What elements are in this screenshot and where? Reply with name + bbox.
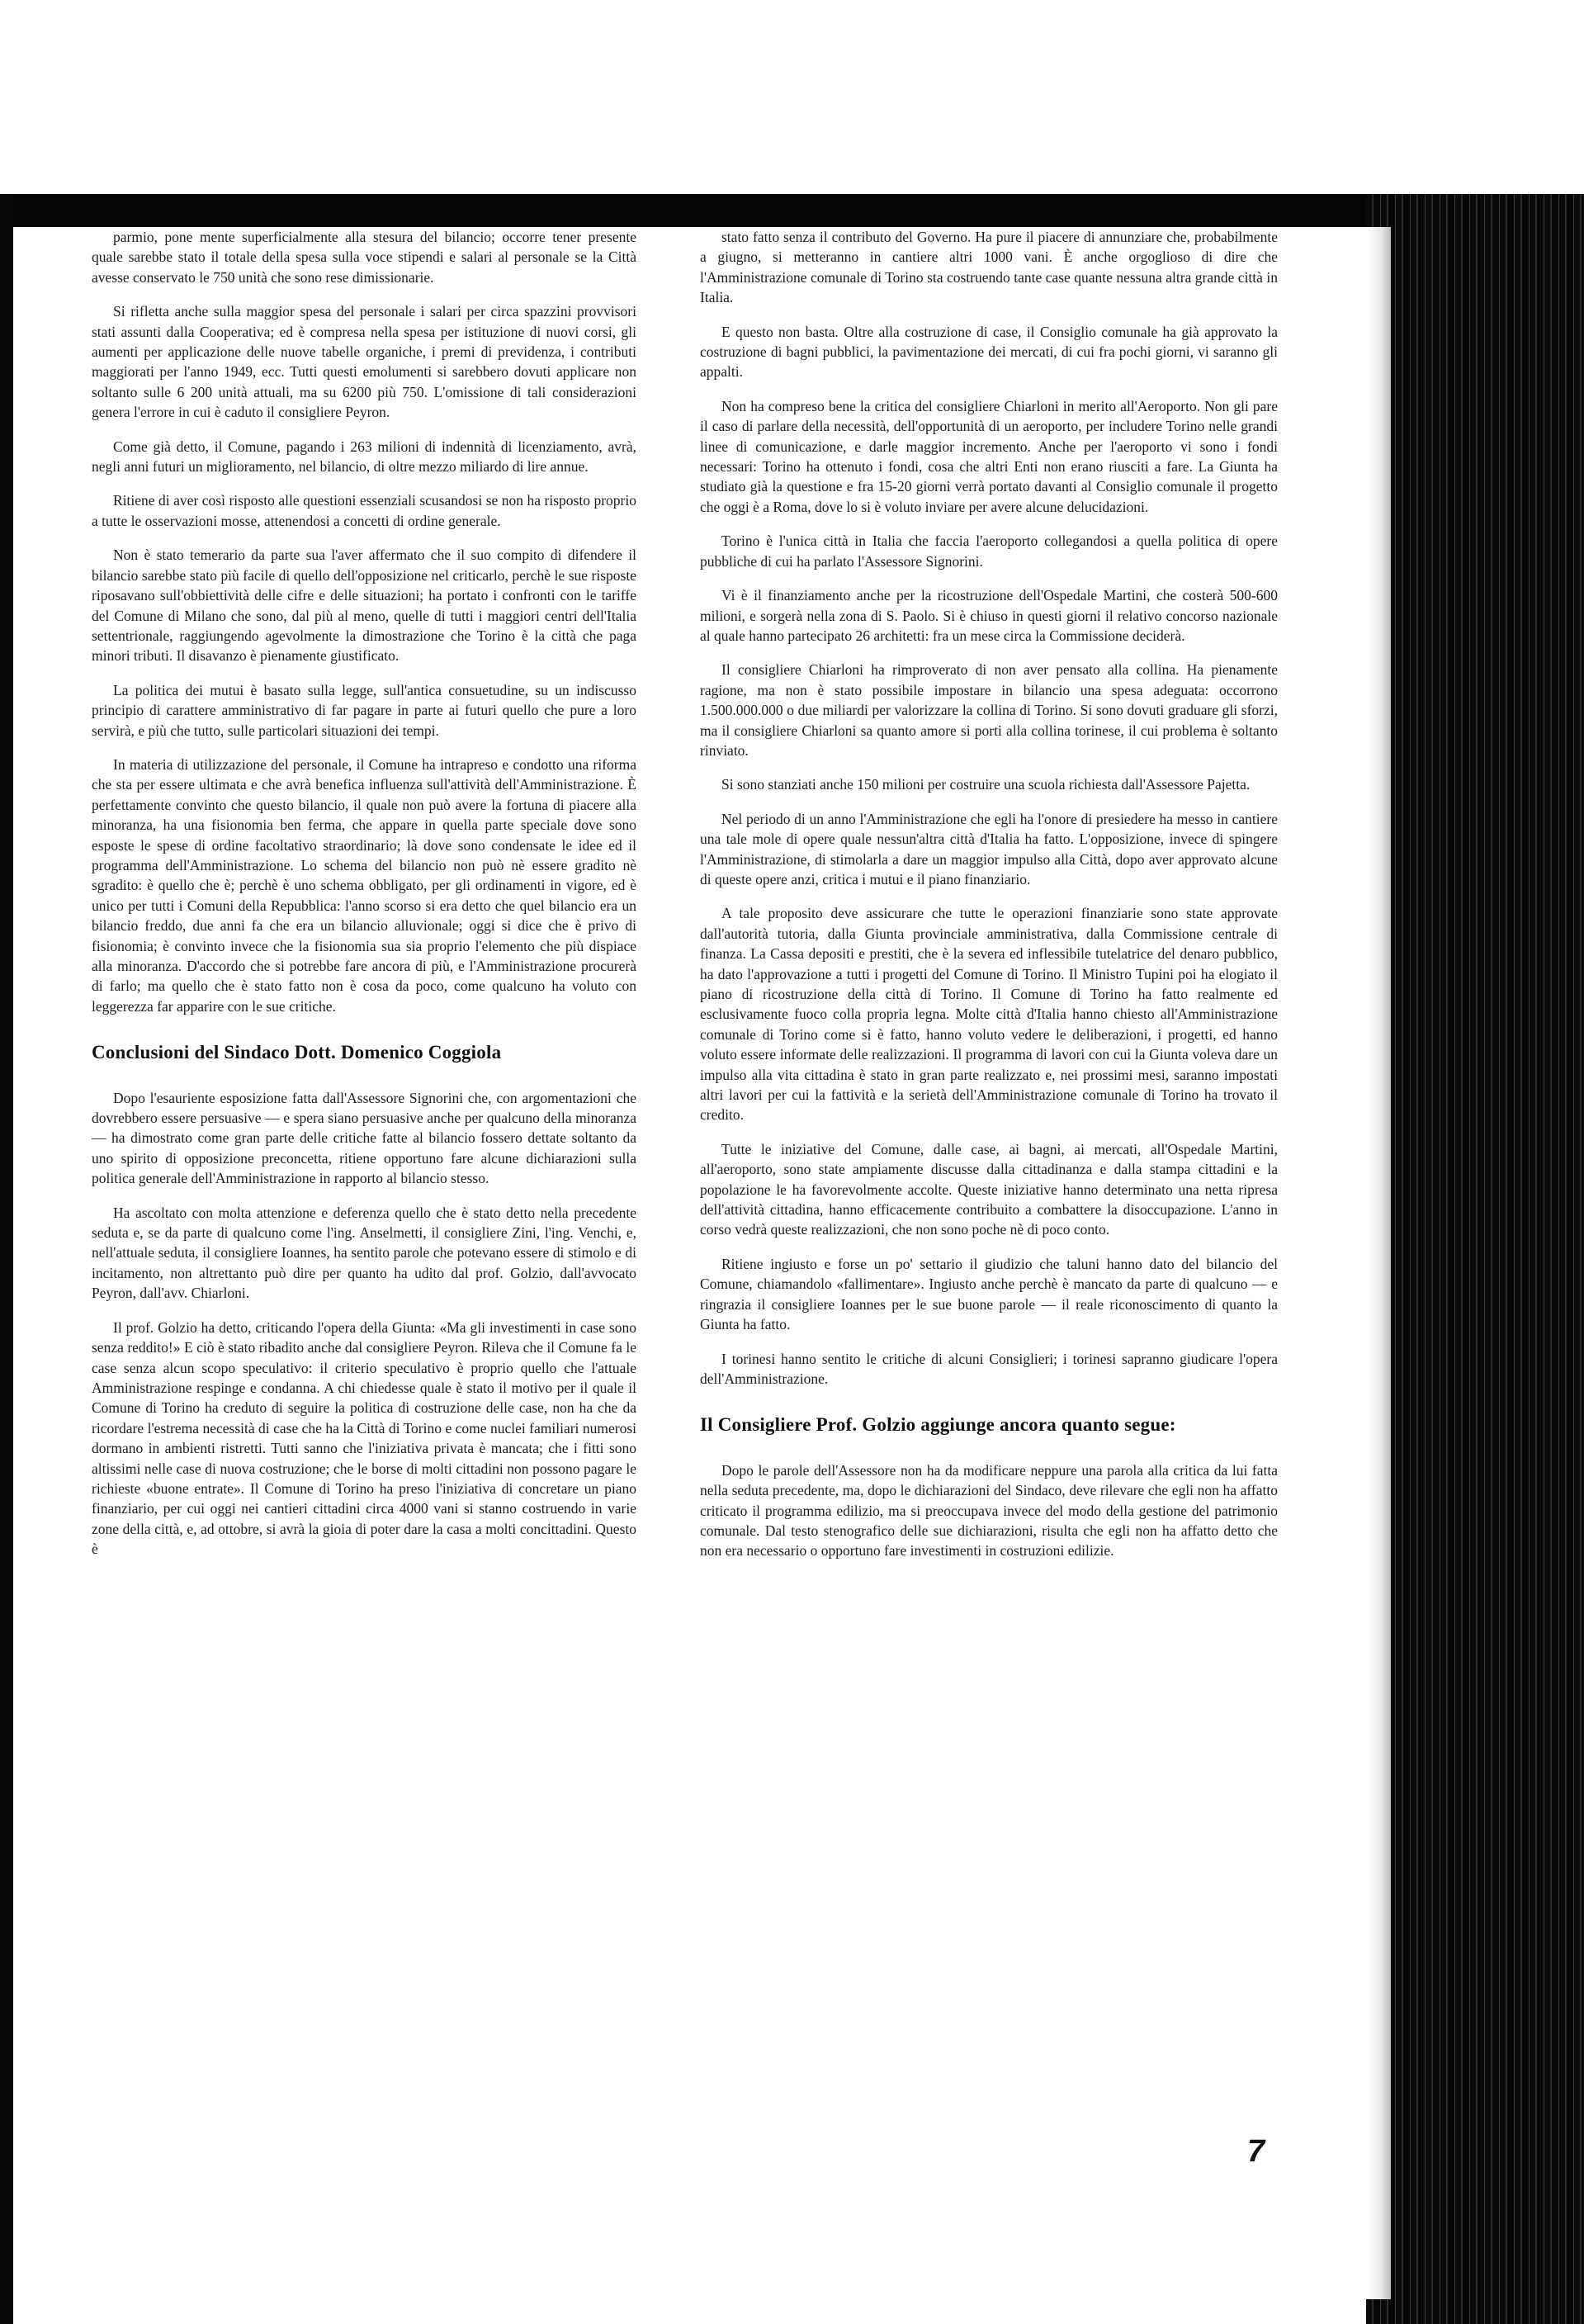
paragraph: Dopo le parole dell'Assessore non ha da modificare neppure una parola alla critica da lui fatta nella seduta precedente, ma, dopo le dichiarazioni del Sindaco, deve rilevare che egli non ha affatto criticato il programma edilizio, ma si preoccupava invece del modo della gestione del patrimonio comunale. Dal testo stenografico delle sue dichiarazioni, risulta che egli non ha affatto detto che non era necessario o opportuno fare investimenti in costruzioni edilizie. — [700, 1461, 1278, 1560]
paragraph: A tale proposito deve assicurare che tutte le operazioni finanziarie sono state approvate dall'autorità tutoria, dalla Giunta provinciale amministrativa, dalla Commissione centrale di finanza. La Cassa depositi e prestiti, che è la severa ed inflessibile tutelatrice del denaro pubblico, ha dato l'approvazione a tutti i progetti del Comune di Torino. Il Ministro Tupini poi ha elogiato il piano di ricostruzione della città di Torino. Il Comune di Torino ha fatto realmente ed esclusivamente fuoco colla propria legna. Molte città d'Italia hanno chiesto all'Amministrazione comunale di Torino come si è fatto, hanno voluto vedere le deliberazioni, i progetti, ed hanno voluto essere informate delle realizzazioni. Il programma di lavori con cui la Giunta voleva dare un impulso alla vita cittadina è stato in gran parte realizzato e, nei prossimi mesi, saranno impostati altri lavori per cui la fattività e la serietà dell'Amministrazione comunale di Torino ha trovato il credito. — [700, 905, 1278, 1124]
right-column — [700, 227, 1278, 1575]
right-paragraphs-after — [700, 1460, 1278, 1561]
document-page — [13, 227, 1366, 2324]
paragraph: parmio, pone mente superficialmente alla stesura del bilancio; occorre tener presente quale sarebbe stato il totale della spesa sulla voce stipendi e salari al personale se la Città avesse conservato le 750 unità che sono rese dimissionarie. — [92, 229, 636, 286]
paragraph: I torinesi hanno sentito le critiche di alcuni Consiglieri; i torinesi sapranno giudicare l'opera dell'Amministrazione. — [700, 1350, 1278, 1387]
paragraph: Nel periodo di un anno l'Amministrazione che egli ha l'onore di presiedere ha messo in cantiere una tale mole di opere quale nessun'altra città d'Italia ha fatto. L'opposizione, invece di spingere l'Amministrazione, di stimolarla a dare un maggior impulso alla Città, dopo aver approvato alcune di queste opere anzi, critica i mutui e il piano finanziario. — [700, 810, 1278, 887]
left-paragraphs-after — [92, 1088, 636, 1560]
section-heading-sindaco: Conclusioni del Sindaco Dott. Domenico Coggiola — [92, 1042, 502, 1063]
paragraph: stato fatto senza il contributo del Governo. Ha pure il piacere di annunziare che, probabilmente a giugno, si metteranno in cantiere altri 1000 vani. È anche orgoglioso di dire che l'Amministrazione comunale di Torino sta costruendo tante case quante nessuna altra grande città in Italia. — [700, 229, 1278, 306]
left-column — [92, 227, 636, 1574]
paragraph: La politica dei mutui è basato sulla legge, sull'antica consuetudine, su un indiscusso principio di carattere amministrativo di far pagare in parte ai futuri quello che pure a loro servirà, e più che tutto, sulle particolari situazioni dei tempi. — [92, 681, 636, 739]
paragraph: Non ha compreso bene la critica del consigliere Chiarloni in merito all'Aeroporto. Non gli pare il caso di parlare della necessità, dell'opportunità di un aeroporto, per includere Torino nelle grandi linee di comunicazione, e darle maggior incremento. Anche per l'aeroporto vi sono i fondi necessari: Torino ha ottenuto i fondi, cosa che altri Enti non erano riusciti a fare. La Giunta ha studiato già la questione e fra 15-20 giorni verrà portato davanti al Consiglio comunale il progetto che oggi è a Roma, dove lo si è voluto inviare per avere alcune delucidazioni. — [700, 397, 1278, 515]
paragraph: Tutte le iniziative del Comune, dalle case, ai bagni, ai mercati, all'Ospedale Martini, all'aeroporto, sono state ampiamente discusse dalla cittadinanza e dalla stampa cittadini e la popolazione le ha favorevolmente accolte. Queste iniziative hanno determinato una netta ripresa dell'attività cittadina, hanno efficacemente contribuito a combattere la disoccupazione. L'anno in corso vedrà queste realizzazioni, che non sono poche nè di poco conto. — [700, 1140, 1278, 1238]
paragraph: Il consigliere Chiarloni ha rimproverato di non aver pensato alla collina. Ha pienamente ragione, ma non è stato possibile impostare in bilancio una spesa adeguata: occorrono 1.500.000.000 o due miliardi per valorizzare la collina di Torino. Si sono dovuti graduare gli sforzi, ma il consigliere Chiarloni sa quanto amore si porti alla collina torinese, il cui problema è soltanto rinviato. — [700, 661, 1278, 759]
paragraph: Dopo l'esauriente esposizione fatta dall'Assessore Signorini che, con argomentazioni che dovrebbero essere persuasive — e spera siano persuasive anche per qualcuno della minoranza — ha dimostrato come gran parte delle critiche fatte al bilancio fossero dettate soltanto da uno spirito di opposizione preconcetta, ritiene opportuno fare alcune dichiarazioni sulla politica generale dell'Amministrazione in rapporto al bilancio stesso. — [92, 1089, 636, 1187]
paragraph: Ritiene ingiusto e forse un po' settario il giudizio che taluni hanno dato del bilancio del Comune, chiamandolo «fallimentare». Ingiusto anche perchè è mancato da parte di qualcuno — e ringrazia il consigliere Ioannes per le sue buone parole — il reale riconoscimento di quanto la Giunta ha fatto. — [700, 1255, 1278, 1333]
paragraph: Ritiene di aver così risposto alle questioni essenziali scusandosi se non ha risposto proprio a tutte le osservazioni mosse, attenendosi a concetti di ordine generale. — [92, 492, 636, 529]
paragraph: Il prof. Golzio ha detto, criticando l'opera della Giunta: «Ma gli investimenti in case sono senza reddito!» E ciò è stato ribadito anche dal consigliere Peyron. Rileva che il Comune fa le case senza alcun scopo speculativo: il criterio speculativo è proprio quello che l'attuale Amministrazione respinge e condanna. A chi chiedesse quale è stato il motivo per il quale il Comune di Torino ha creduto di seguire la politica di costruzione delle case, non ha che da ricordare l'estrema necessità di case che ha la Città di Torino e come nuclei familiari numerosi dormano in ambienti ristretti. Tutti sanno che l'iniziativa privata è mancata; che i fitti sono altissimi nelle case di nuova costruzione; che le borse di molti cittadini non possono pagare le richieste «buone entrate». Il Comune di Torino ha preso l'iniziativa di concretare un piano finanziario, per cui oggi nei cantieri cittadini circa 4000 vani si stanno costruendo in varie zone della città, e, ad ottobre, si avrà la gioia di poter dare la casa a molti concittadini. Questo è — [92, 1318, 636, 1558]
paragraph: Vi è il finanziamento anche per la ricostruzione dell'Ospedale Martini, che costerà 500-600 milioni, e sorgerà nella zona di S. Paolo. Si è chiuso in questi giorni il relativo concorso nazionale al quale hanno partecipato 26 architetti: fra un mese circa la Commissione deciderà. — [700, 587, 1278, 644]
book-page-edges — [1366, 194, 1584, 2324]
paragraph: Torino è l'unica città in Italia che faccia l'aeroporto collegandosi a quella politica di opere pubbliche di cui ha parlato l'Assessore Signorini. — [700, 532, 1278, 570]
section-heading-golzio: Il Consigliere Prof. Golzio aggiunge ancora quanto segue: — [700, 1414, 1176, 1436]
paragraph: E questo non basta. Oltre alla costruzione di case, il Consiglio comunale ha già approvato la costruzione di bagni pubblici, la pavimentazione dei mercati, di cui fra pochi giorni, vi saranno gli appalti. — [700, 323, 1278, 381]
scan-left-edge — [0, 194, 13, 2324]
paragraph: Si rifletta anche sulla maggior spesa del personale i salari per circa spazzini provvisori stati assunti dalla Cooperativa; ed è compresa nella spesa per istituzione di nuovi corsi, gli aumenti per applicazione delle nuove tabelle organiche, i premi di previdenza, i contributi maggiorati per l'anno 1949, ecc. Tutti questi emolumenti si sarebbero dovuti applicare non soltanto sulle 6 200 unità attuali, ma su 6200 più 750. L'omissione di tali considerazioni genera l'errore in cui è caduto il consigliere Peyron. — [92, 303, 636, 421]
paragraph: Come già detto, il Comune, pagando i 263 milioni di indennità di licenziamento, avrà, negli anni futuri un miglioramento, nel bilancio, di oltre mezzo miliardo di lire annue. — [92, 438, 636, 476]
paragraph: In materia di utilizzazione del personale, il Comune ha intrapreso e condotto una riforma che sta per essere ultimata e che avrà benefica influenza sull'attività dell'Amministrazione. È perfettamente convinto che questo bilancio, il quale non può avere la fortuna di piacere alla minoranza, ha una fisionomia ben ferma, che appare in quella parte speciale dove sono esposte le spese di ordine facoltativo straordinario; là dove sono condensate le idee ed il programma dell'Amministrazione. Lo schema del bilancio non può nè essere gradito nè sgradito: è quello che è; perchè è uno schema obbligato, per gli ordinamenti in vigore, ed è unico per tutti i Comuni della Repubblica: l'anno scorso si era detto che quel bilancio era un bilancio freddo, due anni fa che era un bilancio alluvionale; oggi si dice che è privo di fisionomia; è convinto invece che la fisionomia sua sia proprio l'elemento che più dispiace alla minoranza. D'accordo che si potrebbe fare ancora di più, e l'Amministrazione procurerà di farlo; ma quello che è stato fatto non è cosa da poco, come qualcuno ha voluto con leggerezza far apparire con le sue critiche. — [92, 755, 636, 1015]
left-paragraphs-before — [92, 227, 636, 1016]
right-paragraphs-before — [700, 227, 1278, 1389]
scan-dark-band — [0, 194, 1584, 227]
page-number: 7 — [1247, 2134, 1265, 2169]
paragraph: Ha ascoltato con molta attenzione e deferenza quello che è stato detto nella precedente seduta e, se da parte di qualcuno come l'ing. Anselmetti, il consigliere Zini, l'ing. Venchi, e, nell'attuale seduta, il consigliere Ioannes, ha sentito parole che potevano essere di stimolo e di incitamento, non altrettanto può dire per quanto ha udito dal prof. Golzio, dall'avvocato Peyron, dall'avv. Chiarloni. — [92, 1204, 636, 1302]
paragraph: Non è stato temerario da parte sua l'aver affermato che il suo compito di difendere il bilancio sarebbe stato più facile di quello dell'opposizione nel criticarlo, perchè le sue risposte riposavano sull'obbiettività delle cifre e delle situazioni; ha portato i confronti con le tariffe del Comune di Milano che sono, dal più al meno, quelle di tutti i maggiori centri dell'Italia settentrionale, raggiungendo agevolmente la dimostrazione che Torino è la città che paga minori tributi. Il disavanzo è pienamente giustificato. — [92, 547, 636, 665]
paragraph: Si sono stanziati anche 150 milioni per costruire una scuola richiesta dall'Assessore Pajetta. — [721, 776, 1251, 793]
scan-top-margin — [0, 0, 1584, 194]
